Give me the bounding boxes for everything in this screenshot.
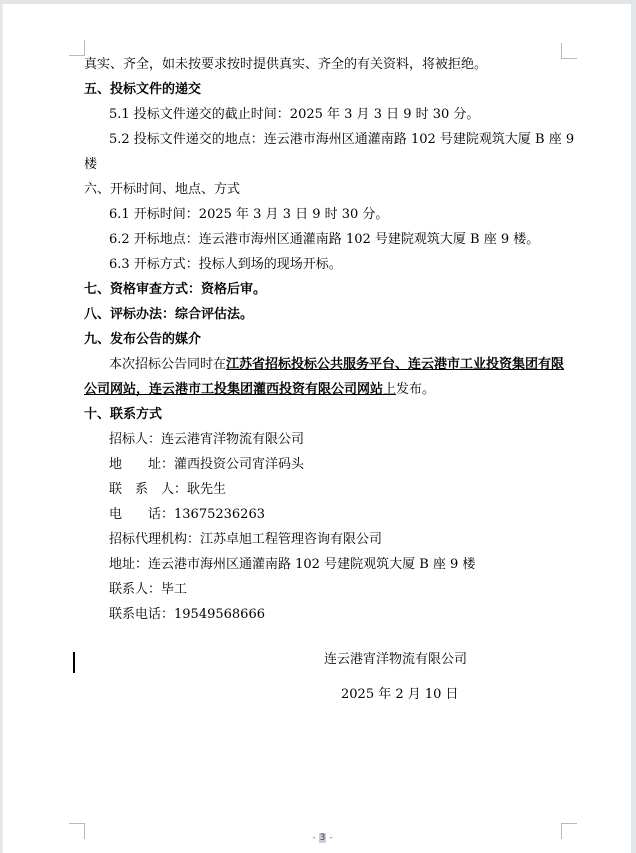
contact-tenderer-phone[interactable]: 电 话：13675236263 bbox=[109, 507, 265, 522]
signature-company[interactable]: 连云港宵洋物流有限公司 bbox=[324, 652, 468, 667]
section9-body-line2[interactable] bbox=[84, 377, 561, 402]
section6-heading[interactable]: 六、开标时间、地点、方式 bbox=[84, 182, 241, 197]
contact-agency[interactable]: 招标代理机构：江苏卓旭工程管理咨询有限公司 bbox=[109, 532, 383, 547]
media-sentence-suffix: 发布。 bbox=[396, 382, 436, 397]
section8-heading[interactable]: 八、评标办法：综合评估法。 bbox=[84, 307, 254, 322]
page-number: 3 bbox=[319, 833, 326, 843]
section5-item-5-2-line1[interactable]: 5.2 投标文件递交的地点：连云港市海州区通灌南路 102 号建院观筑大厦 B 座 9 bbox=[109, 132, 575, 147]
document-page[interactable] bbox=[2, 4, 631, 853]
contact-agency-address[interactable]: 地址：连云港市海州区通灌南路 102 号建院观筑大厦 B 座 9 楼 bbox=[109, 557, 476, 572]
section6-item-6-2[interactable]: 6.2 开标地点：连云港市海州区通灌南路 102 号建院观筑大厦 B 座 9 楼。 bbox=[109, 232, 540, 247]
media-platform-names-part1: 江苏省招标投标公共服务平台、连云港市工业投资集团有限 bbox=[226, 357, 565, 372]
paragraph-continuation[interactable]: 真实、齐全，如未按要求按时提供真实、齐全的有关资料，将被拒绝。 bbox=[84, 57, 488, 72]
contact-agency-person[interactable]: 联系人：毕工 bbox=[109, 582, 188, 597]
section5-item-5-2-line2[interactable]: 楼 bbox=[84, 157, 98, 172]
contact-tenderer[interactable]: 招标人：连云港宵洋物流有限公司 bbox=[109, 432, 305, 447]
footer-dash-right: - bbox=[329, 833, 333, 843]
section7-heading[interactable]: 七、资格审查方式：资格后审。 bbox=[84, 282, 267, 297]
footer-dash-left: - bbox=[312, 833, 316, 843]
margin-crop-mark-top-left bbox=[69, 40, 85, 56]
margin-crop-mark-top-right bbox=[561, 43, 577, 59]
margin-crop-mark-bottom-right bbox=[561, 823, 577, 839]
section10-heading[interactable]: 十、联系方式 bbox=[84, 407, 163, 422]
section6-item-6-3[interactable]: 6.3 开标方式：投标人到场的现场开标。 bbox=[109, 257, 342, 272]
media-platform-names-part2: 公司网站，连云港市工投集团灌西投资有限公司网站 bbox=[84, 382, 384, 397]
page-footer bbox=[84, 832, 561, 844]
contact-tenderer-address[interactable]: 地 址：灌西投资公司宵洋码头 bbox=[109, 457, 305, 472]
section5-item-5-1[interactable]: 5.1 投标文件递交的截止时间：2025 年 3 月 3 日 9 时 30 分。 bbox=[109, 107, 480, 122]
media-sentence-prefix: 本次招标公告同时在 bbox=[109, 357, 227, 372]
section6-item-6-1[interactable]: 6.1 开标时间：2025 年 3 月 3 日 9 时 30 分。 bbox=[109, 207, 389, 222]
document-body[interactable] bbox=[84, 52, 575, 707]
margin-crop-mark-bottom-left bbox=[69, 823, 85, 839]
signature-date[interactable]: 2025 年 2 月 10 日 bbox=[341, 687, 459, 702]
section9-body-line1[interactable] bbox=[84, 352, 565, 377]
contact-tenderer-person[interactable]: 联 系 人：耿先生 bbox=[109, 482, 227, 497]
media-sentence-mid: 上 bbox=[383, 382, 397, 397]
text-cursor bbox=[73, 652, 75, 673]
contact-agency-phone[interactable]: 联系电话：19549568666 bbox=[109, 607, 265, 622]
section5-heading[interactable]: 五、投标文件的递交 bbox=[84, 82, 202, 97]
section9-heading[interactable]: 九、发布公告的媒介 bbox=[84, 332, 202, 347]
